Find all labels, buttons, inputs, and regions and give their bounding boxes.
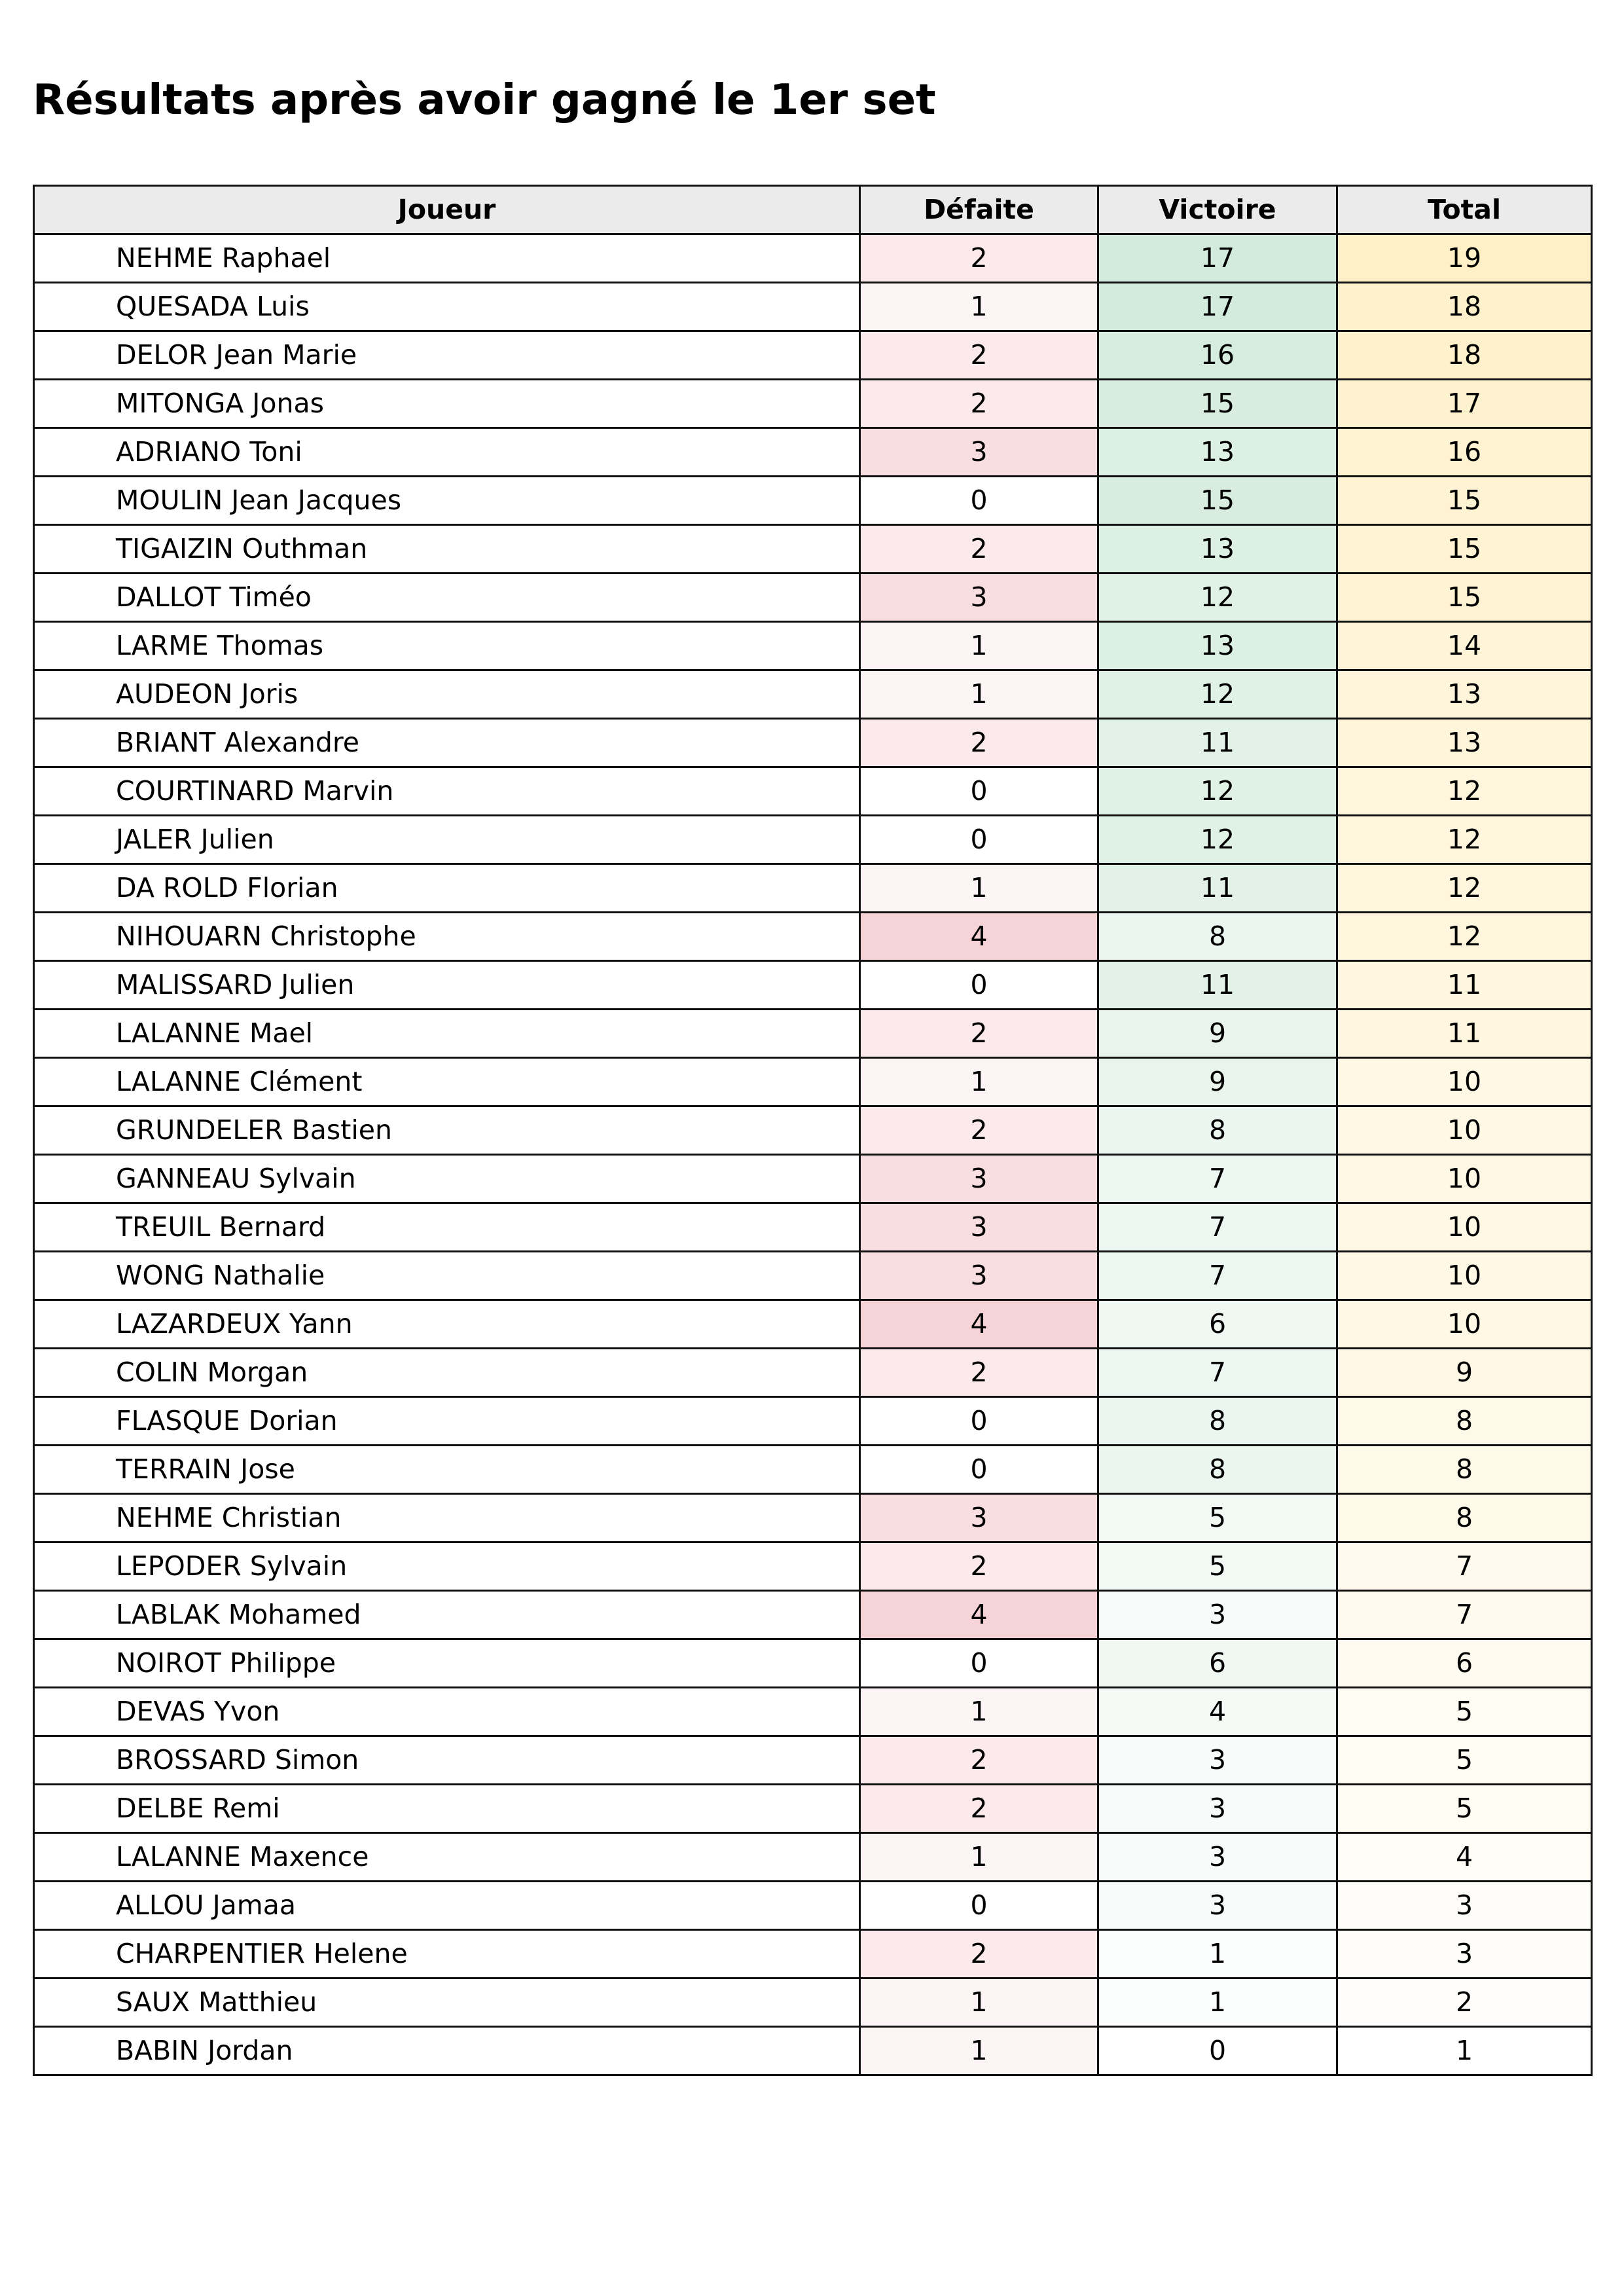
player-name-cell: LALANNE Maxence [34, 1833, 860, 1882]
defaite-cell: 2 [860, 331, 1098, 380]
victoire-cell: 17 [1098, 283, 1337, 331]
table-row [34, 574, 1592, 622]
total-cell: 10 [1337, 1058, 1592, 1106]
defaite-cell: 3 [860, 1252, 1098, 1300]
victoire-cell: 13 [1098, 428, 1337, 477]
player-name-cell: LALANNE Clément [34, 1058, 860, 1106]
victoire-cell: 6 [1098, 1300, 1337, 1349]
victoire-cell: 3 [1098, 1785, 1337, 1833]
victoire-cell: 6 [1098, 1639, 1337, 1688]
table-row [34, 283, 1592, 331]
defaite-cell: 2 [860, 380, 1098, 428]
table-row [34, 1882, 1592, 1930]
player-name-cell: FLASQUE Dorian [34, 1397, 860, 1446]
player-name-cell: MALISSARD Julien [34, 961, 860, 1010]
total-cell: 18 [1337, 283, 1592, 331]
player-name-cell: ADRIANO Toni [34, 428, 860, 477]
table-row [34, 428, 1592, 477]
table-row [34, 331, 1592, 380]
table-row [34, 1058, 1592, 1106]
defaite-cell: 2 [860, 234, 1098, 283]
victoire-cell: 12 [1098, 670, 1337, 719]
player-name-cell: DALLOT Timéo [34, 574, 860, 622]
defaite-cell: 0 [860, 816, 1098, 864]
player-name-cell: DELOR Jean Marie [34, 331, 860, 380]
player-name-cell: COLIN Morgan [34, 1349, 860, 1397]
total-cell: 8 [1337, 1446, 1592, 1494]
table-row [34, 525, 1592, 574]
victoire-cell: 3 [1098, 1882, 1337, 1930]
table-row [34, 1155, 1592, 1203]
total-cell: 7 [1337, 1542, 1592, 1591]
table-row [34, 1397, 1592, 1446]
player-name-cell: CHARPENTIER Helene [34, 1930, 860, 1978]
total-cell: 5 [1337, 1785, 1592, 1833]
table-row [34, 2027, 1592, 2075]
victoire-cell: 15 [1098, 477, 1337, 525]
table-row [34, 1639, 1592, 1688]
player-name-cell: ALLOU Jamaa [34, 1882, 860, 1930]
player-name-cell: QUESADA Luis [34, 283, 860, 331]
total-cell: 16 [1337, 428, 1592, 477]
player-name-cell: COURTINARD Marvin [34, 767, 860, 816]
player-name-cell: LARME Thomas [34, 622, 860, 670]
table-row [34, 380, 1592, 428]
defaite-cell: 0 [860, 1639, 1098, 1688]
player-name-cell: SAUX Matthieu [34, 1978, 860, 2027]
total-cell: 10 [1337, 1300, 1592, 1349]
header-total: Total [1337, 186, 1592, 234]
header-victoire: Victoire [1098, 186, 1337, 234]
total-cell: 11 [1337, 1010, 1592, 1058]
victoire-cell: 7 [1098, 1155, 1337, 1203]
table-row [34, 719, 1592, 767]
victoire-cell: 17 [1098, 234, 1337, 283]
header-joueur: Joueur [34, 186, 860, 234]
table-row [34, 1833, 1592, 1882]
player-name-cell: TREUIL Bernard [34, 1203, 860, 1252]
table-row [34, 1542, 1592, 1591]
table-row [34, 816, 1592, 864]
defaite-cell: 1 [860, 1058, 1098, 1106]
total-cell: 2 [1337, 1978, 1592, 2027]
defaite-cell: 0 [860, 1882, 1098, 1930]
player-name-cell: BROSSARD Simon [34, 1736, 860, 1785]
total-cell: 8 [1337, 1397, 1592, 1446]
total-cell: 4 [1337, 1833, 1592, 1882]
table-row [34, 234, 1592, 283]
total-cell: 1 [1337, 2027, 1592, 2075]
player-name-cell: TERRAIN Jose [34, 1446, 860, 1494]
total-cell: 8 [1337, 1494, 1592, 1542]
total-cell: 10 [1337, 1106, 1592, 1155]
defaite-cell: 1 [860, 1833, 1098, 1882]
defaite-cell: 1 [860, 1978, 1098, 2027]
player-name-cell: DA ROLD Florian [34, 864, 860, 913]
table-row [34, 1203, 1592, 1252]
player-name-cell: JALER Julien [34, 816, 860, 864]
defaite-cell: 2 [860, 1349, 1098, 1397]
player-name-cell: MOULIN Jean Jacques [34, 477, 860, 525]
victoire-cell: 1 [1098, 1978, 1337, 2027]
player-name-cell: BABIN Jordan [34, 2027, 860, 2075]
victoire-cell: 8 [1098, 1397, 1337, 1446]
defaite-cell: 2 [860, 1010, 1098, 1058]
total-cell: 5 [1337, 1736, 1592, 1785]
victoire-cell: 11 [1098, 864, 1337, 913]
defaite-cell: 1 [860, 622, 1098, 670]
total-cell: 18 [1337, 331, 1592, 380]
defaite-cell: 4 [860, 913, 1098, 961]
player-name-cell: MITONGA Jonas [34, 380, 860, 428]
defaite-cell: 2 [860, 1785, 1098, 1833]
table-row [34, 1446, 1592, 1494]
table-row [34, 1785, 1592, 1833]
victoire-cell: 0 [1098, 2027, 1337, 2075]
defaite-cell: 0 [860, 767, 1098, 816]
victoire-cell: 8 [1098, 913, 1337, 961]
total-cell: 10 [1337, 1155, 1592, 1203]
defaite-cell: 0 [860, 1446, 1098, 1494]
player-name-cell: NEHME Raphael [34, 234, 860, 283]
table-row [34, 1300, 1592, 1349]
victoire-cell: 3 [1098, 1591, 1337, 1639]
defaite-cell: 3 [860, 1203, 1098, 1252]
total-cell: 9 [1337, 1349, 1592, 1397]
player-name-cell: DEVAS Yvon [34, 1688, 860, 1736]
defaite-cell: 1 [860, 283, 1098, 331]
player-name-cell: DELBE Remi [34, 1785, 860, 1833]
victoire-cell: 9 [1098, 1010, 1337, 1058]
victoire-cell: 11 [1098, 961, 1337, 1010]
total-cell: 10 [1337, 1252, 1592, 1300]
victoire-cell: 9 [1098, 1058, 1337, 1106]
player-name-cell: TIGAIZIN Outhman [34, 525, 860, 574]
defaite-cell: 2 [860, 525, 1098, 574]
defaite-cell: 1 [860, 864, 1098, 913]
table-row [34, 1736, 1592, 1785]
total-cell: 12 [1337, 816, 1592, 864]
table-row [34, 913, 1592, 961]
defaite-cell: 4 [860, 1300, 1098, 1349]
defaite-cell: 1 [860, 670, 1098, 719]
player-name-cell: GANNEAU Sylvain [34, 1155, 860, 1203]
table-row [34, 1930, 1592, 1978]
defaite-cell: 2 [860, 1106, 1098, 1155]
table-row [34, 961, 1592, 1010]
table-row [34, 1494, 1592, 1542]
total-cell: 3 [1337, 1930, 1592, 1978]
page-title: Résultats après avoir gagné le 1er set [33, 76, 936, 124]
table-row [34, 1349, 1592, 1397]
total-cell: 3 [1337, 1882, 1592, 1930]
victoire-cell: 5 [1098, 1542, 1337, 1591]
victoire-cell: 13 [1098, 525, 1337, 574]
table-body [34, 234, 1592, 2075]
total-cell: 14 [1337, 622, 1592, 670]
table-row [34, 767, 1592, 816]
total-cell: 6 [1337, 1639, 1592, 1688]
table-row [34, 1010, 1592, 1058]
victoire-cell: 8 [1098, 1446, 1337, 1494]
defaite-cell: 1 [860, 2027, 1098, 2075]
defaite-cell: 3 [860, 574, 1098, 622]
results-table [33, 185, 1593, 2076]
victoire-cell: 5 [1098, 1494, 1337, 1542]
defaite-cell: 3 [860, 1155, 1098, 1203]
defaite-cell: 3 [860, 1494, 1098, 1542]
victoire-cell: 3 [1098, 1833, 1337, 1882]
defaite-cell: 2 [860, 1542, 1098, 1591]
total-cell: 13 [1337, 670, 1592, 719]
victoire-cell: 8 [1098, 1106, 1337, 1155]
table-row [34, 622, 1592, 670]
total-cell: 12 [1337, 864, 1592, 913]
table-row [34, 1978, 1592, 2027]
header-row [34, 186, 1592, 234]
victoire-cell: 12 [1098, 574, 1337, 622]
total-cell: 17 [1337, 380, 1592, 428]
victoire-cell: 7 [1098, 1252, 1337, 1300]
table-row [34, 1106, 1592, 1155]
table-row [34, 1591, 1592, 1639]
victoire-cell: 7 [1098, 1349, 1337, 1397]
player-name-cell: NOIROT Philippe [34, 1639, 860, 1688]
victoire-cell: 7 [1098, 1203, 1337, 1252]
total-cell: 15 [1337, 574, 1592, 622]
victoire-cell: 4 [1098, 1688, 1337, 1736]
defaite-cell: 2 [860, 1736, 1098, 1785]
victoire-cell: 16 [1098, 331, 1337, 380]
player-name-cell: NEHME Christian [34, 1494, 860, 1542]
victoire-cell: 1 [1098, 1930, 1337, 1978]
defaite-cell: 3 [860, 428, 1098, 477]
player-name-cell: NIHOUARN Christophe [34, 913, 860, 961]
victoire-cell: 12 [1098, 767, 1337, 816]
defaite-cell: 1 [860, 1688, 1098, 1736]
player-name-cell: LEPODER Sylvain [34, 1542, 860, 1591]
player-name-cell: LAZARDEUX Yann [34, 1300, 860, 1349]
total-cell: 5 [1337, 1688, 1592, 1736]
player-name-cell: LABLAK Mohamed [34, 1591, 860, 1639]
header-defaite: Défaite [860, 186, 1098, 234]
total-cell: 11 [1337, 961, 1592, 1010]
player-name-cell: BRIANT Alexandre [34, 719, 860, 767]
defaite-cell: 4 [860, 1591, 1098, 1639]
total-cell: 13 [1337, 719, 1592, 767]
total-cell: 12 [1337, 767, 1592, 816]
player-name-cell: AUDEON Joris [34, 670, 860, 719]
total-cell: 15 [1337, 477, 1592, 525]
table-row [34, 477, 1592, 525]
defaite-cell: 0 [860, 1397, 1098, 1446]
total-cell: 15 [1337, 525, 1592, 574]
table-row [34, 670, 1592, 719]
defaite-cell: 2 [860, 719, 1098, 767]
defaite-cell: 2 [860, 1930, 1098, 1978]
table-row [34, 864, 1592, 913]
total-cell: 10 [1337, 1203, 1592, 1252]
victoire-cell: 11 [1098, 719, 1337, 767]
player-name-cell: LALANNE Mael [34, 1010, 860, 1058]
victoire-cell: 15 [1098, 380, 1337, 428]
table-row [34, 1252, 1592, 1300]
total-cell: 7 [1337, 1591, 1592, 1639]
total-cell: 12 [1337, 913, 1592, 961]
victoire-cell: 13 [1098, 622, 1337, 670]
player-name-cell: WONG Nathalie [34, 1252, 860, 1300]
total-cell: 19 [1337, 234, 1592, 283]
defaite-cell: 0 [860, 961, 1098, 1010]
victoire-cell: 12 [1098, 816, 1337, 864]
table-row [34, 1688, 1592, 1736]
player-name-cell: GRUNDELER Bastien [34, 1106, 860, 1155]
victoire-cell: 3 [1098, 1736, 1337, 1785]
defaite-cell: 0 [860, 477, 1098, 525]
